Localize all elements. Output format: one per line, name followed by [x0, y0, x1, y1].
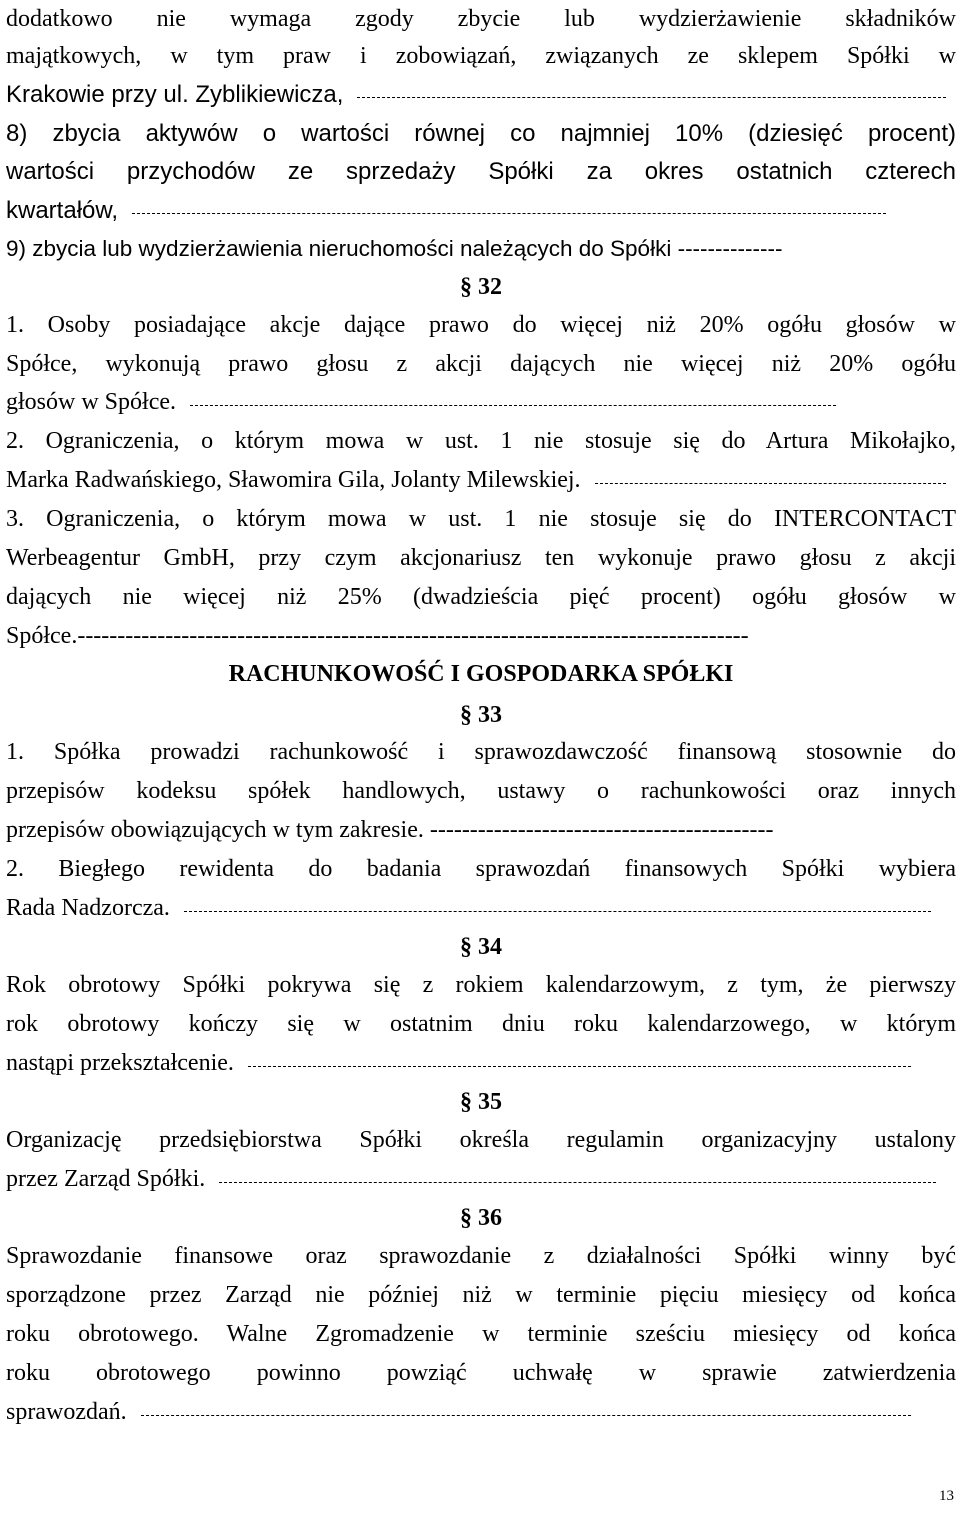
- text-line: Marka Radwańskiego, Sławomira Gila, Jolanty Milewskiej.: [6, 467, 581, 493]
- page-number: 13: [939, 1488, 954, 1504]
- text-line: Sprawozdanie finansowe oraz sprawozdanie z działalności Spółki winny być: [6, 1243, 956, 1269]
- text-line: kwartałów,: [6, 197, 119, 224]
- text-line: Spółce.------------------------------------------------------------------------------------: [6, 623, 749, 649]
- section-number-34: § 34: [460, 934, 502, 960]
- dash-filler: [141, 1415, 911, 1416]
- text-line-filled: [6, 889, 931, 928]
- section-number-36: § 36: [460, 1205, 502, 1231]
- text-line: roku obrotowego. Walne Zgromadzenie w terminie sześciu miesięcy od końca: [6, 1321, 956, 1347]
- text-line: dodatkowo nie wymaga zgody zbycie lub wydzierżawienie składników: [6, 6, 956, 32]
- dash-filler: [219, 1182, 936, 1183]
- dash-filler: [357, 97, 946, 98]
- text-line: głosów w Spółce.: [6, 389, 176, 415]
- text-line: sporządzone przez Zarząd nie później niż w terminie pięciu miesięcy od końca: [6, 1282, 956, 1308]
- text-line: 9) zbycia lub wydzierżawienia nieruchomości należących do Spółki --------------: [6, 236, 783, 261]
- text-line-filled: [6, 191, 886, 230]
- text-line-filled: [6, 75, 946, 114]
- dash-filler: [248, 1066, 911, 1067]
- text-line: roku obrotowego powinno powziąć uchwałę w sprawie zatwierdzenia: [6, 1360, 956, 1386]
- text-line-filled: [6, 1044, 911, 1083]
- text-line: 2. Ograniczenia, o którym mowa w ust. 1 nie stosuje się do Artura Mikołajko,: [6, 428, 956, 454]
- dash-filler: [132, 213, 886, 214]
- text-line: sprawozdań.: [6, 1399, 127, 1425]
- section-number-33: § 33: [460, 702, 502, 728]
- text-line: Rada Nadzorcza.: [6, 895, 170, 921]
- text-line-filled: [6, 383, 836, 422]
- text-line: przepisów kodeksu spółek handlowych, ustawy o rachunkowości oraz innych: [6, 778, 956, 804]
- text-line-filled: [6, 1160, 936, 1199]
- section-heading: RACHUNKOWOŚĆ I GOSPODARKA SPÓŁKI: [228, 661, 734, 687]
- text-line-filled: [6, 461, 946, 500]
- section-number-32: § 32: [460, 274, 502, 300]
- section-number-35: § 35: [460, 1089, 502, 1115]
- text-line: rok obrotowy kończy się w ostatnim dniu roku kalendarzowego, w którym: [6, 1011, 956, 1037]
- text-line: nastąpi przekształcenie.: [6, 1050, 234, 1076]
- text-line: 3. Ograniczenia, o którym mowa w ust. 1 nie stosuje się do INTERCONTACT: [6, 506, 956, 532]
- dash-filler: [595, 483, 946, 484]
- text-line: 8) zbycia aktywów o wartości równej co najmniej 10% (dziesięć procent): [6, 120, 956, 147]
- text-line: majątkowych, w tym praw i zobowiązań, związanych ze sklepem Spółki w: [6, 43, 956, 69]
- text-line: 1. Spółka prowadzi rachunkowość i sprawozdawczość finansową stosownie do: [6, 739, 956, 765]
- text-line-filled: [6, 1393, 911, 1432]
- text-line: Spółce, wykonują prawo głosu z akcji dających nie więcej niż 20% ogółu: [6, 351, 956, 377]
- text-line: Rok obrotowy Spółki pokrywa się z rokiem kalendarzowym, z tym, że pierwszy: [6, 972, 956, 998]
- text-line: przez Zarząd Spółki.: [6, 1166, 206, 1192]
- text-line: Werbeagentur GmbH, przy czym akcjonariusz ten wykonuje prawo głosu z akcji: [6, 545, 956, 571]
- dash-filler: [184, 911, 931, 912]
- text-line: Organizację przedsiębiorstwa Spółki określa regulamin organizacyjny ustalony: [6, 1127, 956, 1153]
- text-line: przepisów obowiązujących w tym zakresie. -------------------------------------------: [6, 817, 774, 843]
- text-line: 2. Biegłego rewidenta do badania sprawozdań finansowych Spółki wybiera: [6, 856, 956, 882]
- text-line: 1. Osoby posiadające akcje dające prawo do więcej niż 20% ogółu głosów w: [6, 312, 956, 338]
- text-line: wartości przychodów ze sprzedaży Spółki za okres ostatnich czterech: [6, 158, 956, 185]
- text-line: Krakowie przy ul. Zyblikiewicza,: [6, 81, 344, 108]
- text-line: dających nie więcej niż 25% (dwadzieścia pięć procent) ogółu głosów w: [6, 584, 956, 610]
- dash-filler: [190, 405, 836, 406]
